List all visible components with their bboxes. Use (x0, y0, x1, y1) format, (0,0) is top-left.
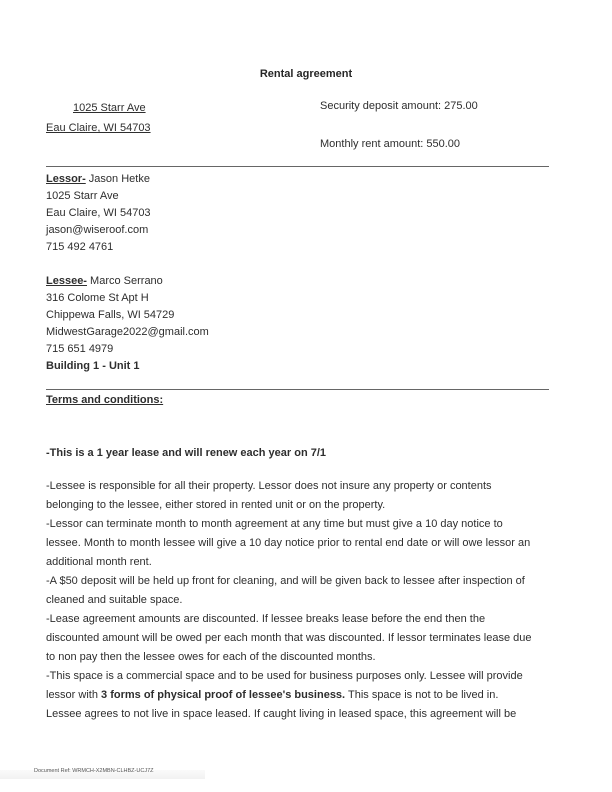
lessee-email: MidwestGarage2022@gmail.com (46, 326, 209, 338)
terms-line: -Lease agreement amounts are discounted. If lessee breaks lease before the end then the (46, 613, 486, 625)
terms-line: lessee. Month to month lessee will give a 10 day notice prior to rental end date or will owe lessor an (46, 537, 531, 549)
lessor-label: Lessor- (46, 173, 86, 185)
lessee-address2: Chippewa Falls, WI 54729 (46, 309, 175, 321)
terms-line: -Lessor can terminate month to month agreement at any time but must give a 10 day notice to (46, 518, 503, 530)
terms-line: -This space is a commercial space and to be used for business purposes only. Lessee will provide (46, 670, 523, 682)
terms-line: Lessee agrees to not live in space leased. If caught living in leased space, this agreement will be (46, 708, 517, 720)
terms-line: -Lessee is responsible for all their property. Lessor does not insure any property or contents (46, 480, 492, 492)
lease-term: -This is a 1 year lease and will renew each year on 7/1 (46, 447, 327, 459)
divider-top (46, 166, 549, 167)
terms-line: -A $50 deposit will be held up front for cleaning, and will be given back to lessee after inspection of (46, 575, 525, 587)
lessor-address2: Eau Claire, WI 54703 (46, 207, 151, 219)
terms-line: additional month rent. (46, 556, 152, 568)
document-title: Rental agreement (259, 68, 353, 80)
lessee-phone: 715 651 4979 (46, 343, 114, 355)
property-address-line1: 1025 Starr Ave (73, 102, 146, 114)
lessor-email: jason@wiseroof.com (46, 224, 149, 236)
monthly-rent: Monthly rent amount: 550.00 (320, 138, 461, 150)
lessor-phone: 715 492 4761 (46, 241, 114, 253)
lessor-name: Jason Hetke (85, 173, 150, 185)
terms-line: belonging to the lessee, either stored in rented unit or on the property. (46, 499, 386, 511)
terms-line-proof: lessor with 3 forms of physical proof of lessee's business. This space is not to be lived in. (46, 689, 499, 701)
lessee-label: Lessee- (46, 275, 87, 287)
lessee-name: Marco Serrano (86, 275, 163, 287)
lessor-address1: 1025 Starr Ave (46, 190, 119, 202)
terms-line: cleaned and suitable space. (46, 594, 183, 606)
security-deposit: Security deposit amount: 275.00 (320, 100, 478, 112)
terms-line: discounted amount will be owed per each month that was discounted. If lessor terminates lease due (46, 632, 532, 644)
terms-heading: Terms and conditions: (46, 394, 164, 406)
terms-line: to non pay then the lessee owes for each of the discounted months. (46, 651, 376, 663)
property-address-line2: Eau Claire, WI 54703 (46, 122, 151, 134)
lessee-address1: 316 Colome St Apt H (46, 292, 149, 304)
document-ref: Document Ref: WRMCH-X2MBN-CLHBZ-UCJ7Z (34, 768, 154, 774)
terms-body (46, 477, 576, 724)
proof-requirement: 3 forms of physical proof of lessee's business. (101, 689, 346, 701)
lessee-unit: Building 1 - Unit 1 (46, 360, 140, 372)
divider-terms (46, 389, 549, 390)
